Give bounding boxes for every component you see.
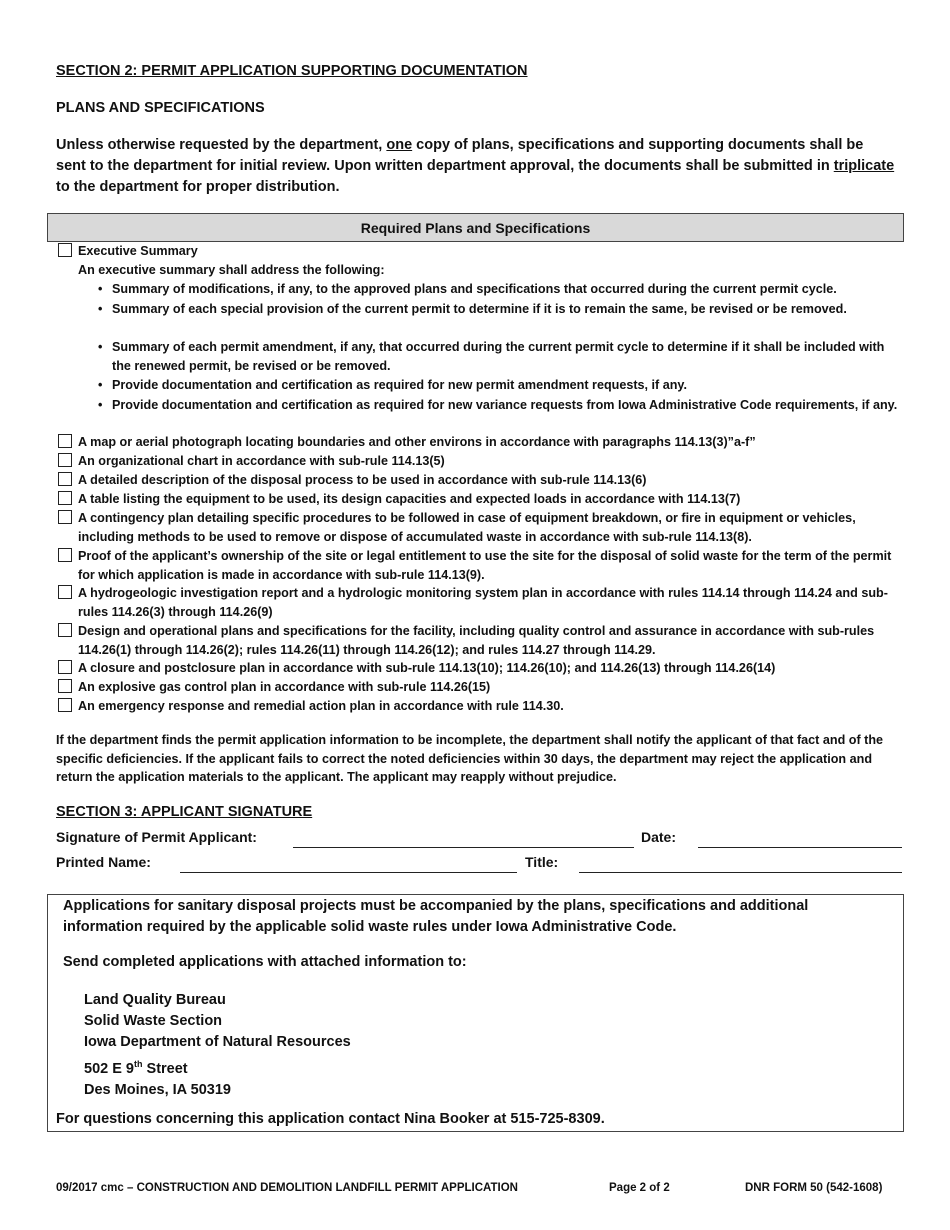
executive-summary-lead: An executive summary shall address the following:	[78, 263, 385, 277]
exec-bullet-text: Summary of each special provision of the current permit to determine if it is to remain the same, be revised or be removed.	[112, 302, 847, 316]
intro-triplicate: triplicate	[833, 158, 895, 174]
contact-line: For questions concerning this application contact Nina Booker at 515-725-8309.	[56, 1111, 605, 1127]
footer-page-number: Page 2 of 2	[609, 1182, 670, 1194]
address-city: Des Moines, IA 50319	[84, 1081, 231, 1098]
street-number: 502 E 9	[84, 1060, 134, 1077]
section2-subtitle: PLANS AND SPECIFICATIONS	[56, 100, 265, 116]
bullet-icon: •	[98, 398, 103, 412]
checkbox-org-chart[interactable]	[58, 453, 72, 467]
checkbox-executive-summary[interactable]	[58, 243, 72, 257]
intro-text-1: Unless otherwise requested by the department,	[56, 137, 387, 153]
intro-text-3: to the department for proper distribution.	[56, 179, 340, 195]
checkbox-emergency-plan[interactable]	[58, 698, 72, 712]
checkbox-disposal-process[interactable]	[58, 472, 72, 486]
checklist-item-text: A closure and postclosure plan in accordance with sub-rule 114.13(10); 114.26(10); and 114.26(13) through 114.26(14)	[78, 661, 776, 675]
checklist-item-text: A contingency plan detailing specific procedures to be followed in case of equipment breakdown, or fire in equipment or vehicles, including methods to be used to remove or dispose of accumulated waste in accordance with sub-rule 114.13(8).	[78, 511, 856, 544]
send-to-label: Send completed applications with attached information to:	[63, 954, 467, 970]
submission-paragraph: Applications for sanitary disposal projects must be accompanied by the plans, specifications and additional information required by the applicable solid waste rules under Iowa Administrative Code.	[63, 898, 809, 935]
signature-field[interactable]	[293, 847, 634, 848]
address-line: Solid Waste Section	[84, 1013, 223, 1030]
checklist-item-text: Proof of the applicant’s ownership of the site or legal entitlement to use the site for the disposal of solid waste for the term of the permit for which application is made in accordance with sub-rule 114.13(9).	[78, 549, 892, 582]
exec-bullet-text: Provide documentation and certification as required for new variance requests from Iowa Administrative Code requirements, if any.	[112, 398, 898, 412]
checklist-item-text: A detailed description of the disposal process to be used in accordance with sub-rule 114.13(6)	[78, 473, 647, 487]
executive-summary-label: Executive Summary	[78, 244, 198, 258]
checkbox-closure-plan[interactable]	[58, 660, 72, 674]
printed-name-field[interactable]	[180, 872, 517, 873]
bullet-icon: •	[98, 378, 103, 392]
footer-form-number: DNR FORM 50 (542-1608)	[745, 1182, 883, 1194]
checklist-item-text: A table listing the equipment to be used, its design capacities and expected loads in accordance with 114.13(7)	[78, 492, 741, 506]
checklist-item-text: An emergency response and remedial action plan in accordance with rule 114.30.	[78, 699, 564, 713]
checkbox-hydrogeologic-report[interactable]	[58, 585, 72, 599]
incomplete-notice: If the department finds the permit application information to be incomplete, the department shall notify the applicant of that fact and of the specific deficiencies. If the applicant fails to correct the noted deficiencies within 30 days, the department may reject the application and return the application materials to the applicant. The applicant may reapply without prejudice.	[56, 733, 884, 784]
printed-name-label: Printed Name:	[56, 854, 151, 870]
checkbox-contingency-plan[interactable]	[58, 510, 72, 524]
required-plans-header	[47, 213, 904, 242]
exec-bullet-text: Summary of each permit amendment, if any, that occurred during the current permit cycle to determine if it shall be included with the renewed permit, be revised or be removed.	[112, 340, 885, 373]
bullet-icon: •	[98, 302, 103, 316]
intro-text-2: copy of plans, specifications and supporting documents shall be sent to the department for initial review. Upon written department approval, the documents shall be submitted in	[56, 137, 864, 174]
title-field[interactable]	[579, 872, 902, 873]
street-name: Street	[142, 1060, 188, 1077]
exec-bullet-text: Summary of modifications, if any, to the approved plans and specifications that occurred during the current permit cycle.	[112, 282, 837, 296]
checklist-item-text: An explosive gas control plan in accordance with sub-rule 114.26(15)	[78, 680, 491, 694]
exec-bullet-text: Provide documentation and certification as required for new permit amendment requests, if any.	[112, 378, 688, 392]
address-street	[84, 1054, 351, 1080]
required-plans-header-label: Required Plans and Specifications	[360, 219, 591, 236]
checklist-item-text: Design and operational plans and specifications for the facility, including quality control and assurance in accordance with sub-rules 114.26(1) through 114.26(2); rules 114.26(11) through 114.26(12); and rules 114.27 through 114.29.	[78, 624, 875, 657]
intro-one: one	[386, 137, 413, 153]
bullet-icon: •	[98, 282, 103, 296]
footer-form-title: 09/2017 cmc – CONSTRUCTION AND DEMOLITION LANDFILL PERMIT APPLICATION	[56, 1182, 518, 1194]
signature-label: Signature of Permit Applicant:	[56, 829, 257, 845]
street-suffix: th	[134, 1058, 143, 1069]
section3-title: SECTION 3: APPLICANT SIGNATURE	[56, 804, 313, 820]
section2-intro	[56, 135, 896, 198]
date-label: Date:	[641, 829, 677, 845]
checkbox-design-plans[interactable]	[58, 623, 72, 637]
date-field[interactable]	[698, 847, 902, 848]
checklist-item-text: An organizational chart in accordance with sub-rule 114.13(5)	[78, 454, 445, 468]
checkbox-ownership-proof[interactable]	[58, 548, 72, 562]
bullet-icon: •	[98, 340, 103, 354]
checklist-item-text: A hydrogeologic investigation report and a hydrologic monitoring system plan in accordance with rules 114.14 through 114.24 and sub-rules 114.26(3) through 114.26(9)	[78, 586, 888, 619]
mailing-address	[84, 990, 351, 1101]
checkbox-map[interactable]	[58, 434, 72, 448]
address-line: Land Quality Bureau	[84, 992, 226, 1008]
checkbox-equipment-table[interactable]	[58, 491, 72, 505]
address-line: Iowa Department of Natural Resources	[84, 1034, 351, 1051]
section2-title: SECTION 2: PERMIT APPLICATION SUPPORTING DOCUMENTATION	[56, 63, 528, 79]
title-label: Title:	[525, 854, 559, 870]
checklist-item-text: A map or aerial photograph locating boundaries and other environs in accordance with paragraphs 114.13(3)”a-f”	[78, 435, 756, 449]
checkbox-gas-control[interactable]	[58, 679, 72, 693]
